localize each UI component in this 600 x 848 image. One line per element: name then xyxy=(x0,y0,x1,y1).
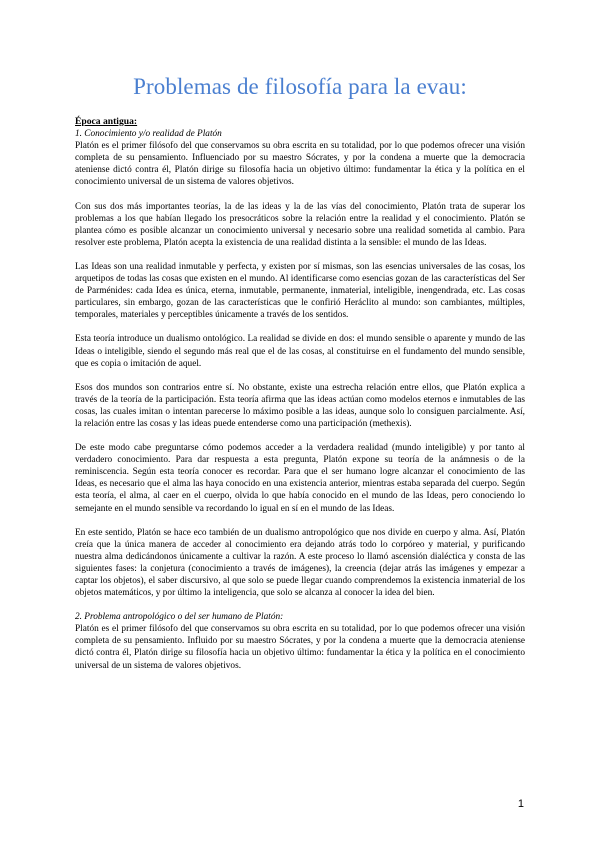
subsection-1-title: 1. Conocimiento y/o realidad de Platón xyxy=(75,129,222,140)
subsection-2-title: 2. Problema antropológico o del ser humano de Platón: xyxy=(75,612,284,623)
document-body xyxy=(75,116,525,672)
paragraph: Con sus dos más importantes teorías, la de las ideas y la de las vías del conocimiento, Platón trata de superar los problemas a los que habían llegado los presocráticos sobre la relación entre la realidad y el conocimiento. Platón se plantea cómo es posible alcanzar un conocimiento universal y necesario sobre una realidad sometida al cambio. Para resolver este problema, Platón acepta la existencia de una realidad distinta a la sensible: el mundo de las Ideas. xyxy=(75,201,525,248)
paragraph: Las Ideas son una realidad inmutable y perfecta, y existen por sí mismas, son las esencias universales de las cosas, los arquetipos de todas las cosas que existen en el mundo. Al identificarse como esencias gozan de las características del Ser de Parménides: cada Idea es única, eterna, inmutable, permanente, inmaterial, inteligible, inengendrada, etc. Las cosas particulares, sin embargo, gozan de las características que le confirió Heráclito al mundo: son cambiantes, múltiples, temporales, materiales y perceptibles únicamente a través de los sentidos. xyxy=(75,261,525,321)
page-title: Problemas de filosofía para la evau: xyxy=(133,74,467,99)
section-heading: Época antigua: xyxy=(75,116,138,127)
paragraph: Esta teoría introduce un dualismo ontológico. La realidad se divide en dos: el mundo sensible o aparente y mundo de las Ideas o inteligible, siendo el segundo más real que el de las cosas, al constituirse en el fundamento del mundo sensible, que es copia o imitación de aquel. xyxy=(75,334,525,369)
paragraph: Esos dos mundos son contrarios entre sí. No obstante, existe una estrecha relación entre ellos, que Platón explica a través de la teoría de la participación. Esta teoría afirma que las ideas actúan como modelos eternos e inmutables de las cosas, las cuales imitan o intentan parecerse lo máximo posible a las ideas, aunque solo lo consiguen parcialmente. Así, la relación entre las cosas y las ideas puede entenderse como una participación (methexis). xyxy=(75,382,525,429)
paragraph: De este modo cabe preguntarse cómo podemos acceder a la verdadera realidad (mundo inteligible) y por tanto al verdadero conocimiento. Para dar respuesta a esta pregunta, Platón expone su teoría de la anámnesis o de la reminiscencia. Según esta teoría conocer es recordar. Para que el ser humano logre alcanzar el conocimiento de las Ideas, es necesario que el alma las haya conocido en una existencia anterior, mientras estaba separada del cuerpo. Según esta teoría, el alma, al caer en el cuerpo, olvida lo que había conocido en el mundo de las Ideas, pero conociendo lo semejante en el mundo sensible va recordando lo igual en sí en el mundo de las Ideas. xyxy=(75,443,525,514)
paragraph: Platón es el primer filósofo del que conservamos su obra escrita en su totalidad, por lo que podemos ofrecer una visión completa de su pensamiento. Influenciado por su maestro Sócrates, y por la condena a muerte que la democracia ateniense dictó contra él, Platón dirige su filosofía hacia un objetivo último: fundamentar la ética y la política en el conocimiento universal de un sistema de valores objetivos. xyxy=(75,141,525,188)
paragraph: En este sentido, Platón se hace eco también de un dualismo antropológico que nos divide en cuerpo y alma. Así, Platón creía que la única manera de acceder al conocimiento era dejando atrás todo lo corpóreo y material, y purificando nuestra alma dedicándonos únicamente a cultivar la razón. A este proceso lo llamó ascensión dialéctica y consta de las siguientes fases: la conjetura (conocimiento a través de imágenes), la creencia (dejar atrás las imágenes y empezar a captar los objetos), el saber discursivo, al que solo se puede llegar cuando comprendemos la existencia inmaterial de los objetos matemáticos, y por último la inteligencia, que solo se alcanza al conocer la idea del bien. xyxy=(75,527,525,599)
page-number: 1 xyxy=(517,798,524,810)
paragraph: Platón es el primer filósofo del que conservamos su obra escrita en su totalidad, por lo que podemos ofrecer una visión completa de su pensamiento. Influido por su maestro Sócrates, y por la condena a muerte que la democracia ateniense dictó contra él, Platón dirige su filosofía hacia un objetivo último: fundamentar la ética y la política en el conocimiento universal de un sistema de valores objetivos. xyxy=(75,624,525,671)
